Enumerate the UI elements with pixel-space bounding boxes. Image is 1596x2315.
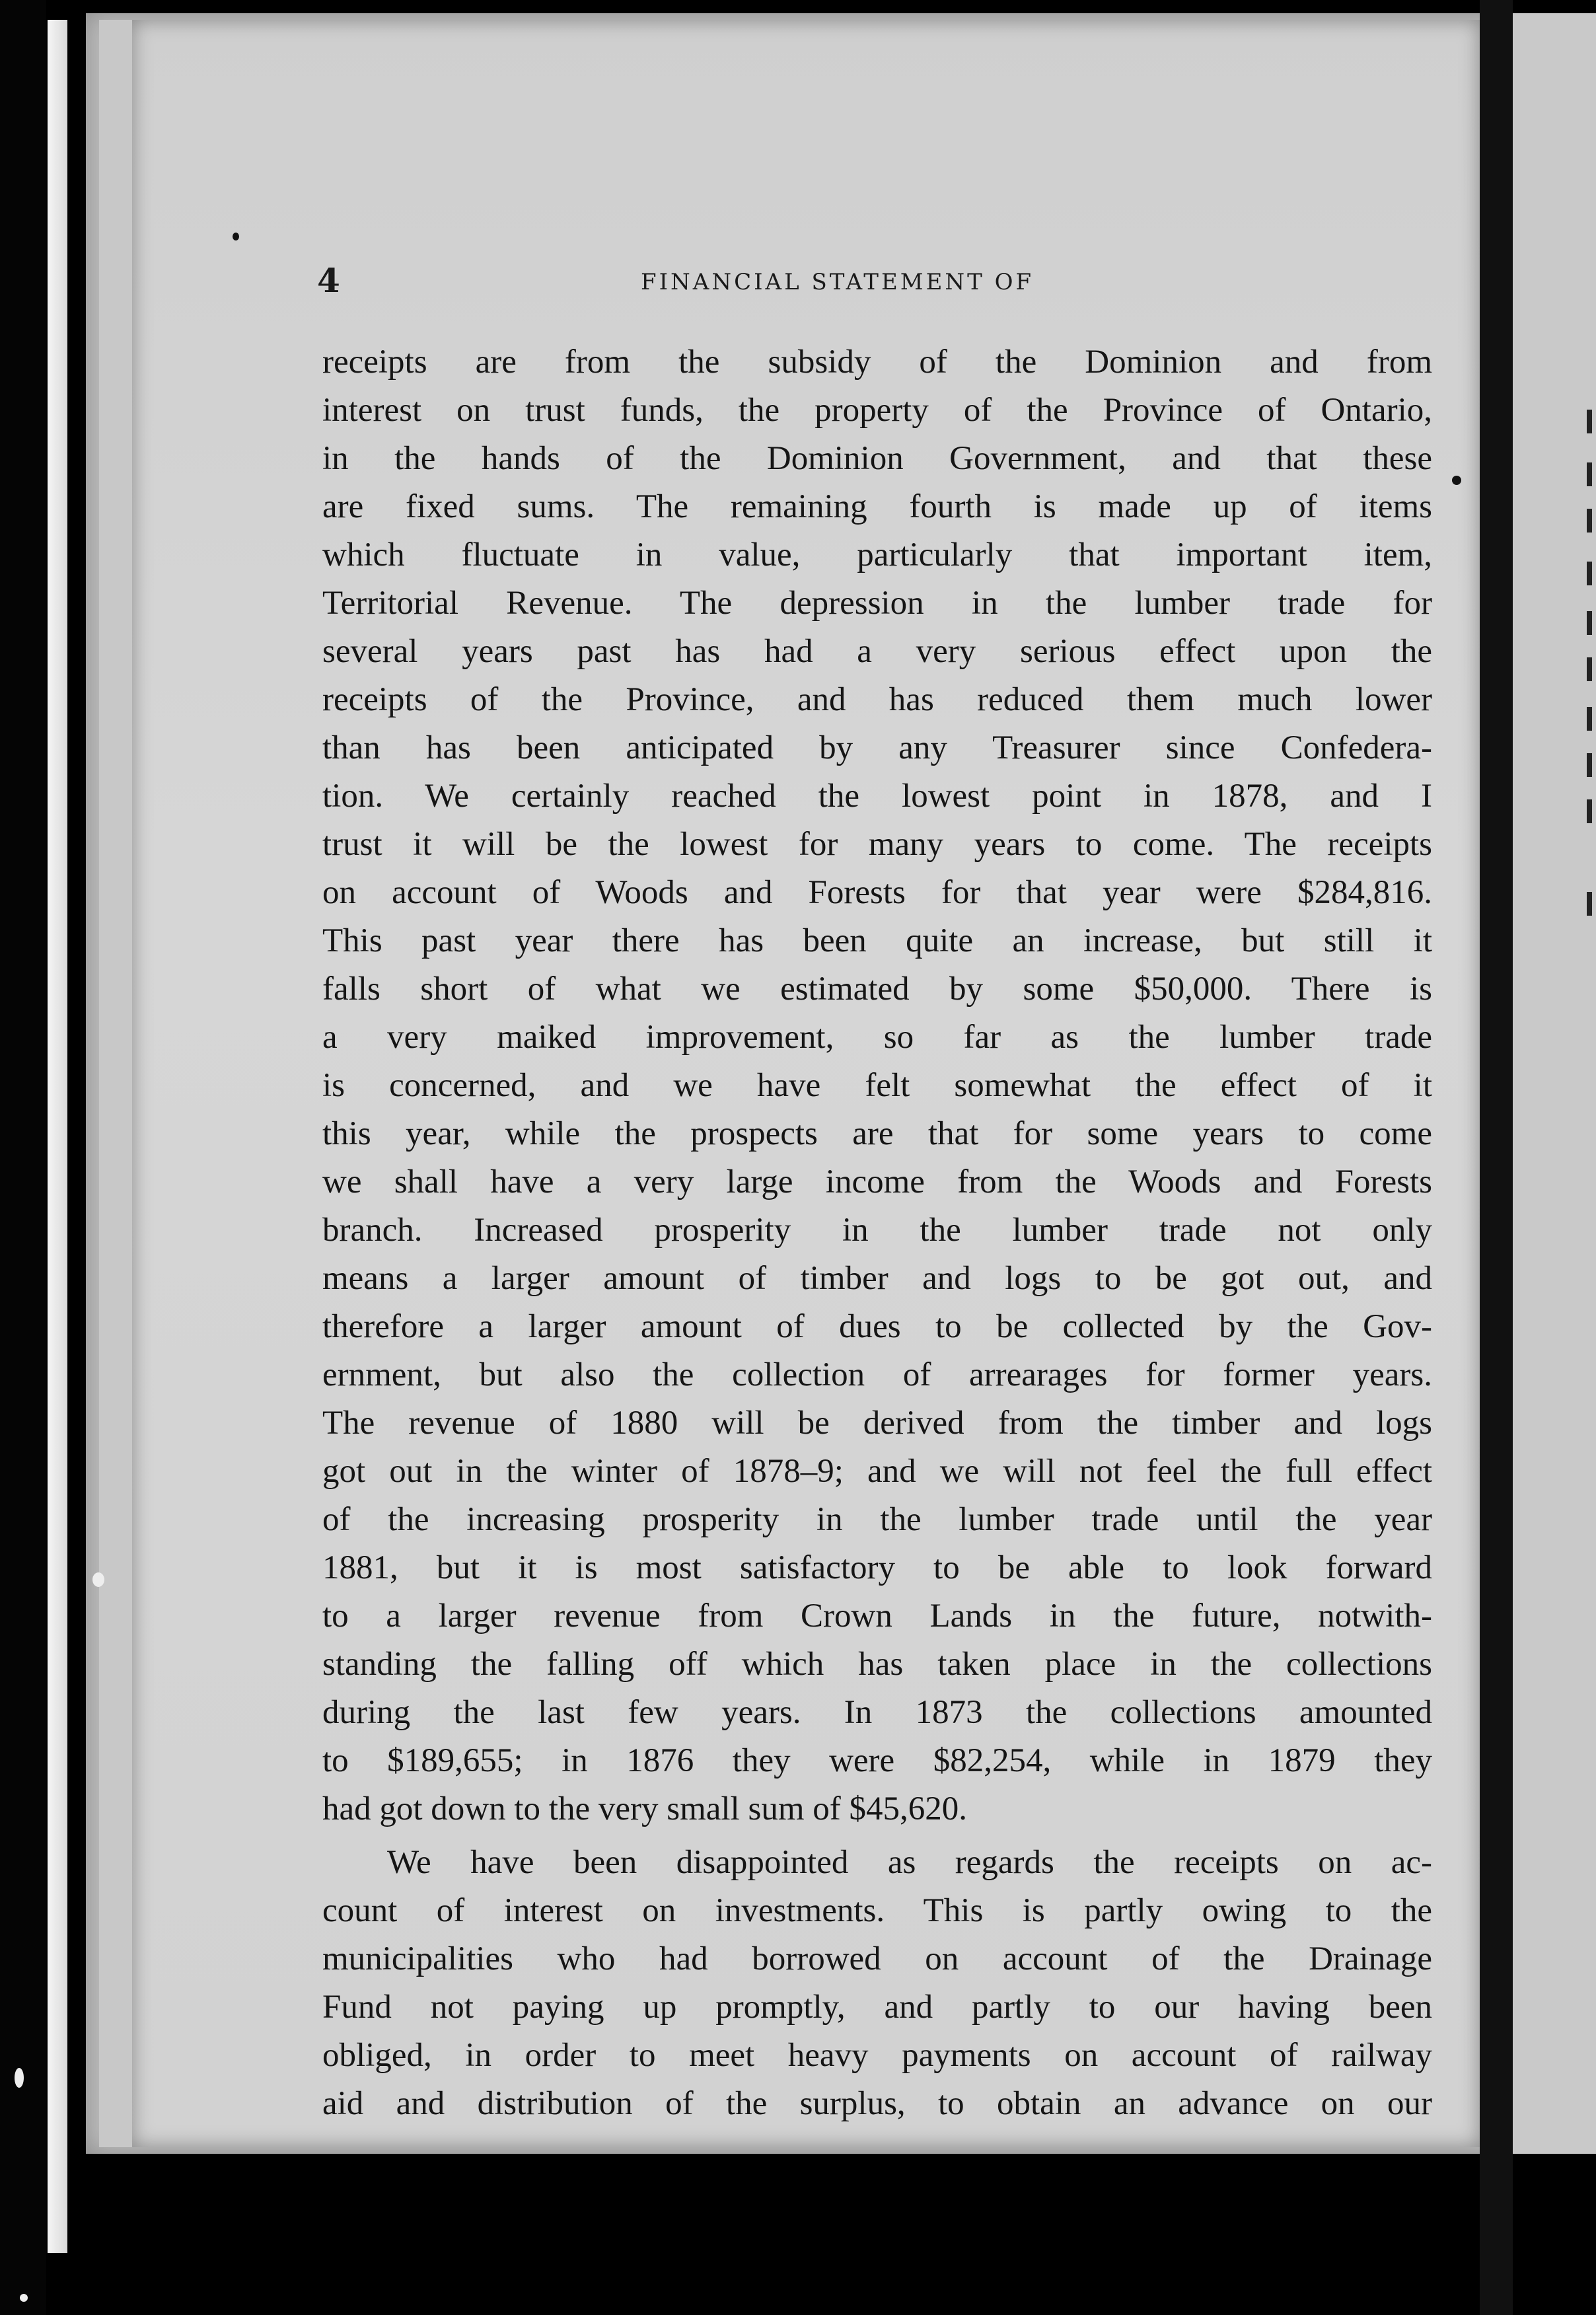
text-line: got out in the winter of 1878–9; and we will not feel the full effect — [322, 1453, 1432, 1490]
text-line: falls short of what we estimated by some $50,000. There is — [322, 971, 1432, 1008]
next-page-text-fragment — [1587, 410, 1592, 433]
text-line: obliged, in order to meet heavy payments on account of railway — [322, 2037, 1432, 2074]
next-page-text-fragment — [1587, 657, 1592, 681]
running-title: FINANCIAL STATEMENT OF — [641, 269, 1034, 295]
text-line: receipts are from the subsidy of the Dominion and from — [322, 344, 1432, 381]
text-line: had got down to the very small sum of $45,620. — [322, 1790, 967, 1827]
paragraphs — [322, 338, 1432, 2128]
next-page-text-fragment — [1587, 799, 1592, 823]
scan-speck — [92, 1572, 104, 1587]
text-line: ernment, but also the collection of arrearages for former years. — [322, 1356, 1432, 1393]
scan-speck — [15, 2068, 24, 2088]
text-line: several years past has had a very serious effect upon the — [322, 633, 1432, 670]
text-line: aid and distribution of the surplus, to obtain an advance on our — [322, 2085, 1432, 2122]
text-line: on account of Woods and Forests for that year were $284,816. — [322, 874, 1432, 911]
text-line: we shall have a very large income from the Woods and Forests — [322, 1163, 1432, 1200]
next-page-sliver — [1513, 13, 1596, 2154]
text-line: during the last few years. In 1873 the collections amounted — [322, 1694, 1432, 1731]
text-line: in the hands of the Dominion Government, and that these — [322, 440, 1432, 477]
text-line: 1881, but it is most satisfactory to be able to look forward — [322, 1549, 1432, 1586]
text-line: tion. We certainly reached the lowest point in 1878, and I — [322, 778, 1432, 815]
next-page-text-fragment — [1587, 562, 1592, 585]
scan-speck — [20, 2294, 28, 2302]
next-page-text-fragment — [1587, 509, 1592, 533]
text-line: this year, while the prospects are that for some years to come — [322, 1115, 1432, 1152]
text-line: We have been disappointed as regards the receipts on ac- — [387, 1844, 1432, 1881]
paragraph-gap — [322, 1833, 1432, 1839]
text-line: are fixed sums. The remaining fourth is made up of items — [322, 488, 1432, 525]
text-line: Territorial Revenue. The depression in the lumber trade for — [322, 585, 1432, 622]
book-gutter — [1480, 0, 1513, 2315]
next-page-text-fragment — [1587, 462, 1592, 486]
text-line: This past year there has been quite an increase, but still it — [322, 922, 1432, 959]
text-line: interest on trust funds, the property of the Province of Ontario, — [322, 392, 1432, 429]
text-line: to $189,655; in 1876 they were $82,254, while in 1879 they — [322, 1742, 1432, 1779]
paragraph — [322, 338, 1432, 1833]
text-line: Fund not paying up promptly, and partly to our having been — [322, 1989, 1432, 2026]
text-line: a very maiked improvement, so far as the lumber trade — [322, 1019, 1432, 1056]
text-line: is concerned, and we have felt somewhat the effect of it — [322, 1067, 1432, 1104]
text-line: branch. Increased prosperity in the lumber trade not only — [322, 1212, 1432, 1249]
text-line: trust it will be the lowest for many years to come. The receipts — [322, 826, 1432, 863]
text-line: to a larger revenue from Crown Lands in the future, notwith- — [322, 1598, 1432, 1635]
next-page-text-fragment — [1587, 611, 1592, 635]
running-header — [317, 261, 1440, 314]
text-line: municipalities who had borrowed on account of the Drainage — [322, 1940, 1432, 1977]
text-line: which fluctuate in value, particularly that important item, — [322, 536, 1432, 573]
text-line: means a larger amount of timber and logs to be got out, and — [322, 1260, 1432, 1297]
next-page-text-fragment — [1587, 892, 1592, 916]
text-line: standing the falling off which has taken place in the collections — [322, 1646, 1432, 1683]
film-margin-left — [0, 0, 46, 2315]
scan-speck — [1452, 476, 1461, 485]
next-page-text-fragment — [1587, 753, 1592, 777]
next-page-text-fragment — [1587, 707, 1592, 731]
text-line: The revenue of 1880 will be derived from the timber and logs — [322, 1405, 1432, 1442]
page-number: 4 — [317, 261, 340, 300]
text-line: therefore a larger amount of dues to be collected by the Gov- — [322, 1308, 1432, 1345]
text-line: receipts of the Province, and has reduced them much lower — [322, 681, 1432, 718]
paragraph — [322, 1839, 1432, 2128]
text-line: of the increasing prosperity in the lumber trade until the year — [322, 1501, 1432, 1538]
text-line: than has been anticipated by any Treasurer since Confedera- — [322, 729, 1432, 766]
page-edge-sliver — [48, 20, 67, 2253]
text-line: count of interest on investments. This is partly owing to the — [322, 1892, 1432, 1929]
scan-speck — [233, 233, 239, 240]
body-text — [322, 338, 1432, 2128]
